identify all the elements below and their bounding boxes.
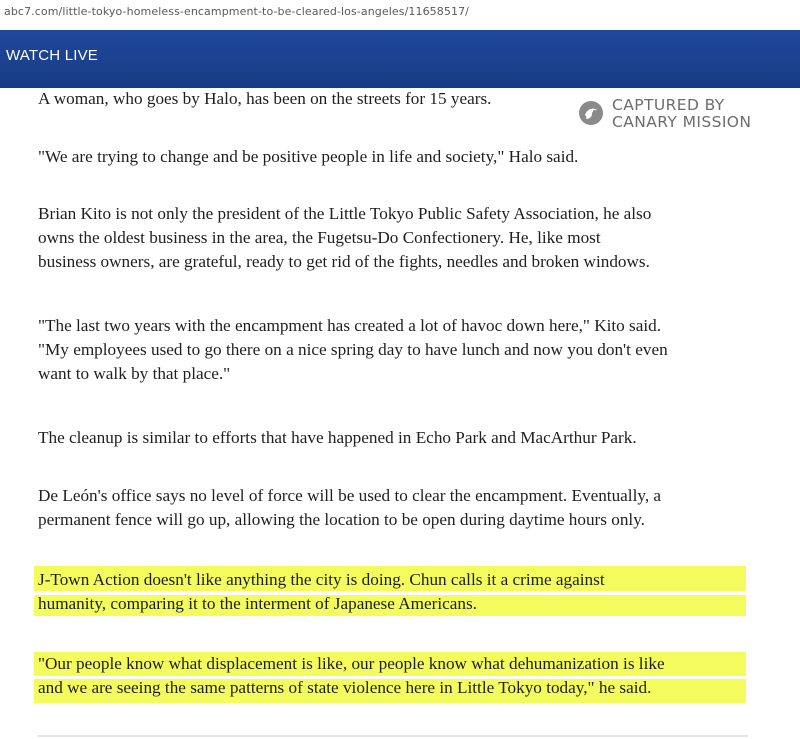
paragraph-line: Brian Kito is not only the president of the Little Tokyo Public Safety Association, he also bbox=[38, 204, 652, 223]
paragraph-line: "My employees used to go there on a nice spring day to have lunch and now you don't even bbox=[38, 340, 668, 359]
site-nav-bar bbox=[0, 30, 800, 88]
canary-bird-icon bbox=[578, 100, 604, 126]
article-paragraph bbox=[38, 484, 661, 532]
watch-live-link[interactable]: WATCH LIVE bbox=[6, 47, 99, 64]
paragraph-line: "The last two years with the encampment has created a lot of havoc down here," Kito said. bbox=[38, 316, 662, 335]
paragraph-line: humanity, comparing it to the interment of Japanese Americans. bbox=[38, 594, 477, 613]
section-divider bbox=[38, 735, 748, 737]
watermark-line-1: CAPTURED BY bbox=[612, 96, 725, 114]
paragraph-line: permanent fence will go up, allowing the location to be open during daytime hours only. bbox=[38, 510, 645, 529]
paragraph-line: "Our people know what displacement is like, our people know what dehumanization is like bbox=[38, 654, 665, 673]
paragraph-line: and we are seeing the same patterns of state violence here in Little Tokyo today," he said. bbox=[38, 678, 652, 697]
article-paragraph bbox=[38, 314, 668, 386]
article-paragraph bbox=[38, 426, 637, 450]
article-paragraph-highlighted bbox=[38, 568, 605, 616]
paragraph-line: A woman, who goes by Halo, has been on the streets for 15 years. bbox=[38, 89, 492, 108]
article-paragraph bbox=[38, 145, 578, 169]
watermark-line-2: CANARY MISSION bbox=[612, 113, 752, 131]
address-bar[interactable] bbox=[0, 0, 800, 31]
paragraph-line: De León's office says no level of force will be used to clear the encampment. Eventually, a bbox=[38, 486, 662, 505]
canary-mission-watermark bbox=[578, 96, 778, 132]
paragraph-line: business owners, are grateful, ready to get rid of the fights, needles and broken windows. bbox=[38, 252, 650, 271]
paragraph-line: J-Town Action doesn't like anything the city is doing. Chun calls it a crime against bbox=[38, 570, 605, 589]
url-text[interactable]: abc7.com/little-tokyo-homeless-encampment-to-be-cleared-los-angeles/11658517/ bbox=[4, 5, 469, 18]
paragraph-line: want to walk by that place." bbox=[38, 364, 231, 383]
article-paragraph bbox=[38, 202, 651, 274]
paragraph-line: owns the oldest business in the area, the Fugetsu-Do Confectionery. He, like most bbox=[38, 228, 601, 247]
paragraph-line: The cleanup is similar to efforts that have happened in Echo Park and MacArthur Park. bbox=[38, 428, 637, 447]
article-paragraph bbox=[38, 87, 491, 111]
article-paragraph-highlighted bbox=[38, 652, 665, 700]
paragraph-line: "We are trying to change and be positive people in life and society," Halo said. bbox=[38, 147, 579, 166]
